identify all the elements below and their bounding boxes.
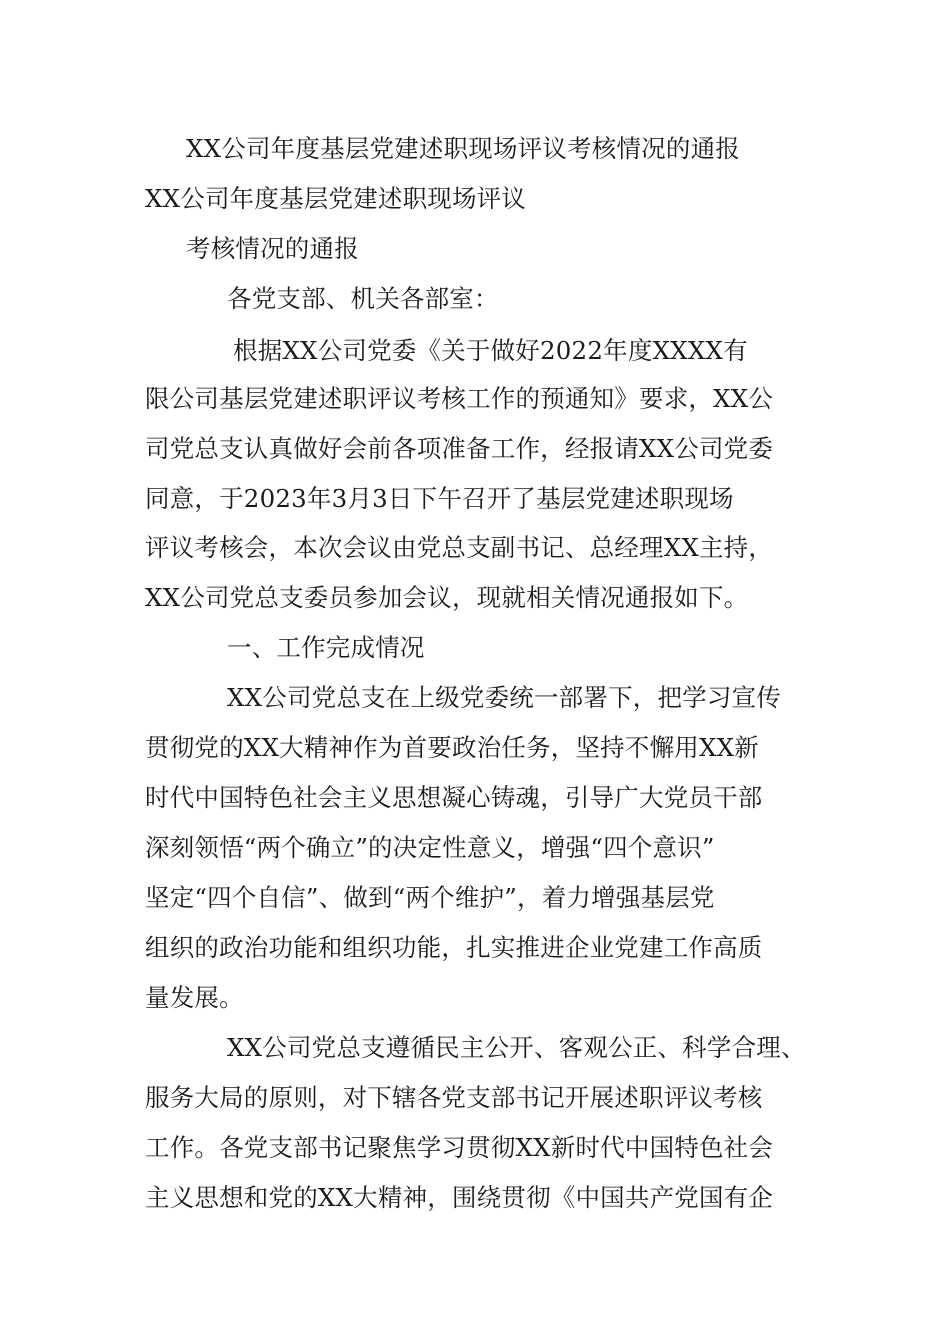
document-title-line: XX公司年度基层党建述职现场评议考核情况的通报 [186,134,740,163]
heading-line-1: XX公司年度基层党建述职现场评议 [145,184,527,213]
paragraph-2-line: 坚定“四个自信”、做到“两个维护”，着力增强基层党 [145,883,715,912]
section-1-heading: 一、工作完成情况 [227,633,425,662]
paragraph-2-line: 量发展。 [145,983,244,1012]
paragraph-1-line: 司党总支认真做好会前各项准备工作，经报请XX公司党委 [145,434,774,463]
paragraph-2-line: 组织的政治功能和组织功能，扎实推进企业党建工作高质 [145,933,763,962]
salutation: 各党支部、机关各部室： [227,284,499,313]
paragraph-1-line: 限公司基层党建述职评议考核工作的预通知》要求，XX公 [145,384,774,413]
paragraph-1-line: 评议考核会，本次会议由党总支副书记、总经理XX主持， [145,533,774,562]
heading-line-2: 考核情况的通报 [186,234,359,263]
paragraph-2-line: XX公司党总支在上级党委统一部署下，把学习宣传 [227,683,781,712]
paragraph-3-line: 工作。各党支部书记聚焦学习贯彻XX新时代中国特色社会 [145,1133,774,1162]
paragraph-1-line: XX公司党总支委员参加会议，现就相关情况通报如下。 [145,583,749,612]
paragraph-2-line: 贯彻党的XX大精神作为首要政治任务，坚持不懈用XX新 [145,733,759,762]
paragraph-3-line: 服务大局的原则，对下辖各党支部书记开展述职评议考核 [145,1083,763,1112]
paragraph-3-line: XX公司党总支遵循民主公开、客观公正、科学合理、 [227,1033,806,1062]
paragraph-2-line: 时代中国特色社会主义思想凝心铸魂，引导广大党员干部 [145,783,763,812]
paragraph-1-line: 根据XX公司党委《关于做好2022年度XXXX有 [233,336,748,365]
paragraph-3-line: 主义思想和党的XX大精神，围绕贯彻《中国共产党国有企 [145,1183,774,1212]
paragraph-2-line: 深刻领悟“两个确立”的决定性意义，增强“四个意识” [145,833,715,862]
paragraph-1-line: 同意，于2023年3月3日下午召开了基层党建述职现场 [145,484,734,513]
